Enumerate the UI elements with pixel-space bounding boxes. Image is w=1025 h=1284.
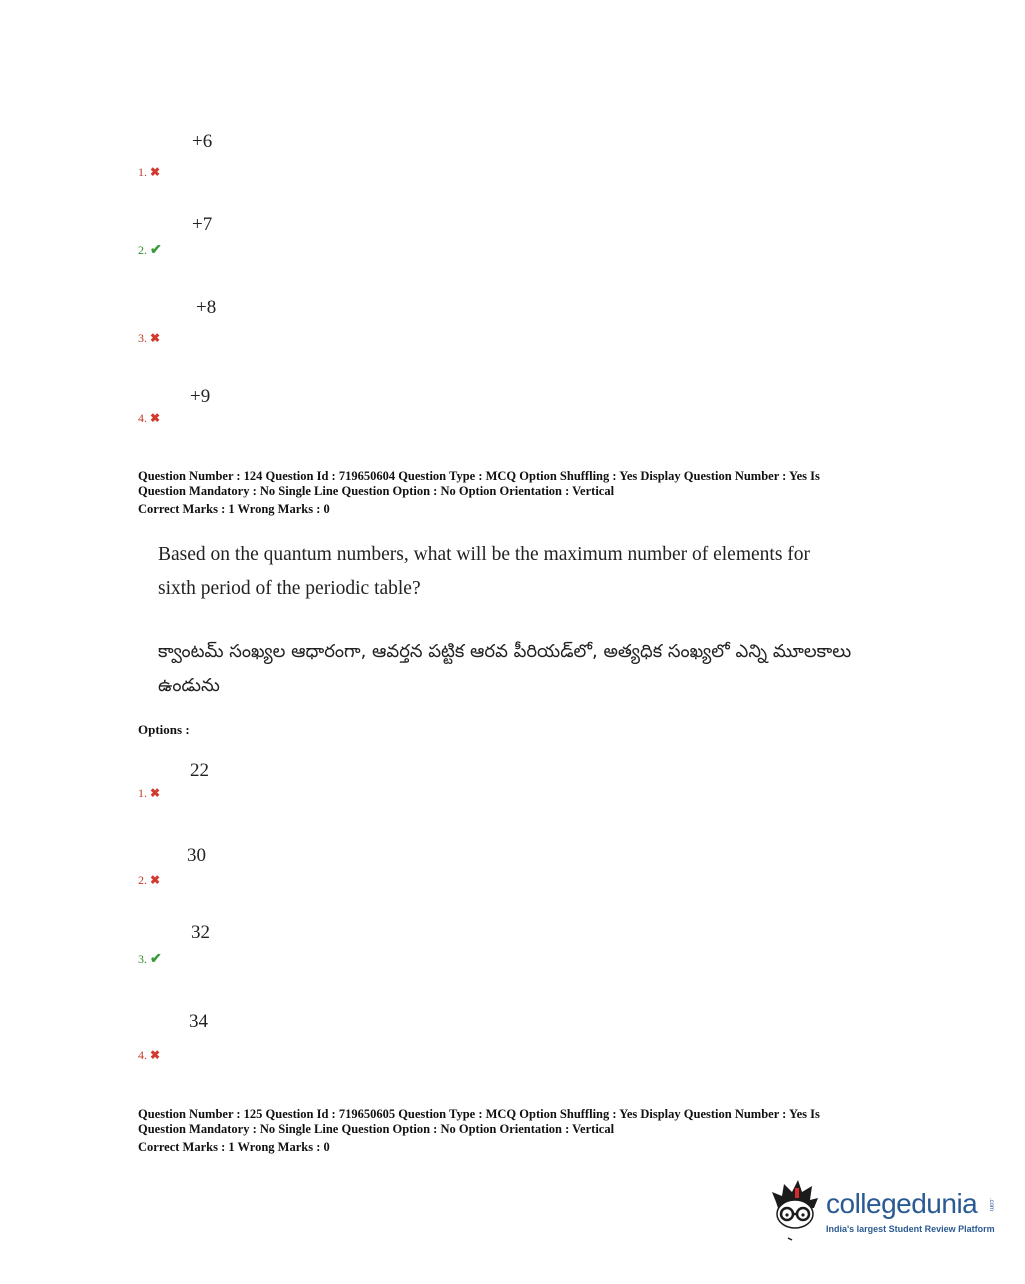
meta-line-3: Correct Marks : 1 Wrong Marks : 0 [138, 1140, 330, 1154]
prev-option-3-value: +8 [196, 297, 217, 318]
q124-option-4-value: 34 [189, 1011, 208, 1032]
prev-option-1-number [138, 165, 160, 180]
q124-option-1-value: 22 [190, 760, 209, 781]
check-icon: ✔ [150, 952, 162, 967]
meta-line-2: Question Mandatory : No Single Line Question Option : No Option Orientation : Vertical [138, 484, 615, 498]
cross-icon: ✖ [150, 786, 161, 800]
mascot-icon [768, 1178, 826, 1248]
meta-line-1: Question Number : 124 Question Id : 719650604 Question Type : MCQ Option Shuffling : Yes Display Question Number : Yes Is [138, 469, 820, 483]
q124-option-2-value: 30 [187, 845, 206, 866]
option-number: 2. [138, 243, 147, 257]
cross-icon: ✖ [150, 873, 161, 887]
options-label: Options : [138, 722, 190, 737]
option-number: 1. [138, 786, 147, 800]
check-icon: ✔ [150, 243, 162, 258]
logo-wordmark: collegedunia [826, 1188, 978, 1219]
collegedunia-logo [768, 1178, 998, 1248]
question-telugu-line-1: క్వాంటమ్ సంఖ్యల ఆధారంగా, ఆవర్తన పట్టిక ఆరవ పీరియడ్‌లో, అత్యధిక సంఖ్యలో ఎన్ని మూలకాలు [158, 641, 852, 662]
cross-icon: ✖ [150, 331, 161, 345]
cross-icon: ✖ [150, 1048, 161, 1062]
question-125-meta [138, 1107, 898, 1155]
cross-icon: ✖ [150, 165, 161, 179]
question-telugu-line-2: ఉండును [158, 675, 220, 696]
cross-icon: ✖ [150, 411, 161, 425]
q124-option-3-number [138, 951, 162, 968]
option-number: 2. [138, 873, 147, 887]
prev-option-4-value: +9 [190, 386, 211, 407]
prev-option-1-value: +6 [192, 131, 213, 152]
logo-domain-suffix: .com [988, 1198, 994, 1212]
q124-option-1-number [138, 786, 160, 801]
prev-option-2-value: +7 [192, 214, 213, 235]
q124-option-2-number [138, 873, 160, 888]
option-number: 3. [138, 952, 147, 966]
meta-line-1: Question Number : 125 Question Id : 719650605 Question Type : MCQ Option Shuffling : Yes Display Question Number : Yes Is [138, 1107, 820, 1121]
option-number: 3. [138, 331, 147, 345]
question-124-text-english [158, 538, 878, 606]
q124-option-4-number [138, 1048, 160, 1063]
q124-option-3-value: 32 [191, 922, 210, 943]
option-number: 4. [138, 411, 147, 425]
prev-option-3-number [138, 331, 160, 346]
question-124-text-telugu [158, 635, 878, 703]
prev-option-2-number [138, 242, 162, 259]
question-text-line-1: Based on the quantum numbers, what will be the maximum number of elements for [158, 544, 811, 565]
question-text-line-2: sixth period of the periodic table? [158, 578, 421, 599]
logo-tagline: India's largest Student Review Platform [826, 1224, 995, 1234]
meta-line-2: Question Mandatory : No Single Line Question Option : No Option Orientation : Vertical [138, 1122, 615, 1136]
prev-option-4-number [138, 411, 160, 426]
meta-line-3: Correct Marks : 1 Wrong Marks : 0 [138, 502, 330, 516]
question-124-meta [138, 469, 898, 517]
option-number: 1. [138, 165, 147, 179]
option-number: 4. [138, 1048, 147, 1062]
